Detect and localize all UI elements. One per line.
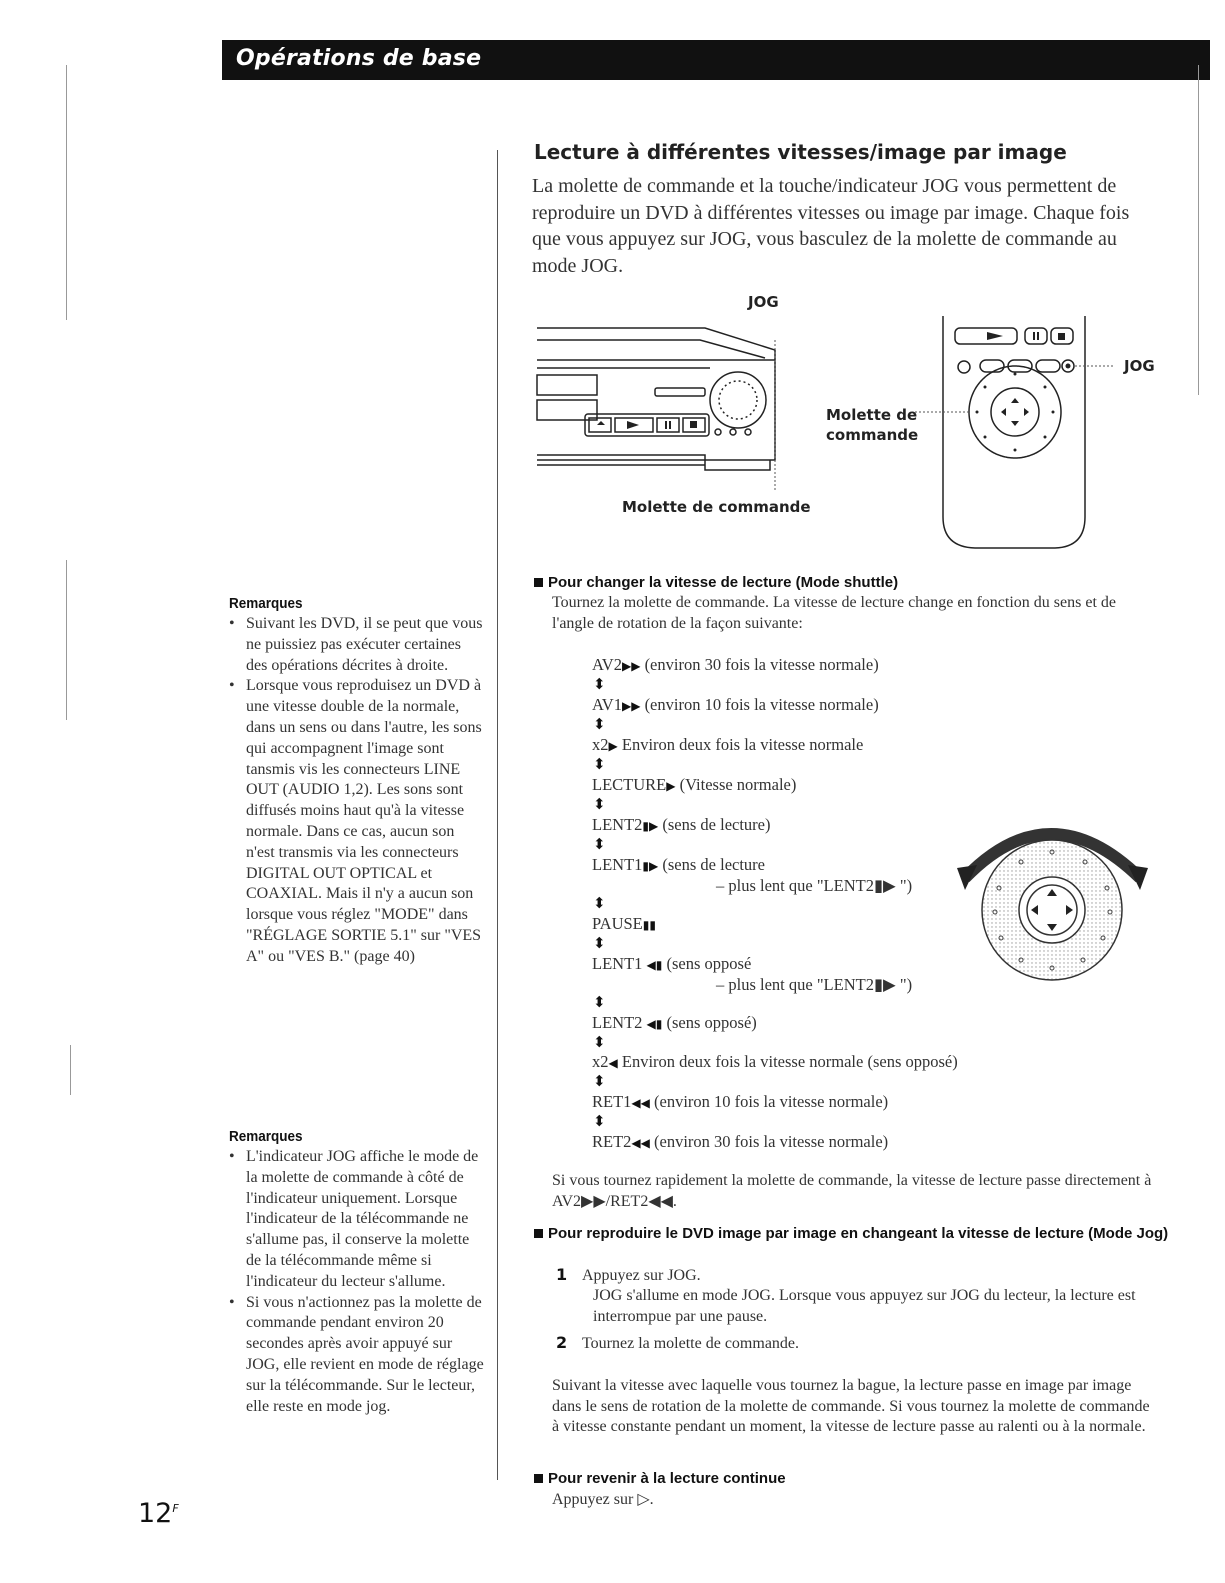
speed-item-lent2-forward: LENT2▮▶ (sens de lecture) [592, 815, 771, 834]
note-item: • Lorsque vous reproduisez un DVD à une vitesse double de la normale, dans un sens ou dans l'autre, les sons qui accompagnent l'image sont tansmis vis les connecteurs LINE OUT (AUDIO 1,2). Les sons sont diffusés moins haut qu'à la vitesse normale. Dans ce cas, aucun son n'est transmis via les connecteurs DIGITAL OUT OPTICAL et COAXIAL. Mais il n'y a aucun son lorsque vous réglez "MODE" dans "RÉGLAGE SORTIE 5.1" sur "VES A" ou "VES B." (page 40) [229, 676, 484, 967]
updown-arrow-icon: ⬍ [593, 1035, 606, 1051]
notes-title-2: Remarques [229, 1128, 303, 1145]
remote-dial-label-2: commande [826, 426, 919, 444]
notes-list-2 [229, 1147, 484, 1417]
dial-rotation-illustration [955, 810, 1150, 990]
margin-line [1198, 65, 1199, 395]
shuttle-heading: Pour changer la vitesse de lecture (Mode shuttle) [534, 574, 898, 591]
step-number: 1 [556, 1265, 568, 1284]
step-text: Tournez la molette de commande. [582, 1335, 800, 1352]
updown-arrow-icon: ⬍ [593, 995, 606, 1011]
page-number: $12^F$ [138, 1498, 179, 1529]
step-detail: JOG s'allume en mode JOG. Lorsque vous appuyez sur JOG du lecteur, la lecture est interrompue par une pause. [593, 1287, 1136, 1325]
margin-line [66, 560, 67, 720]
speed-item-av1: AV1▶▶ (environ 10 fois la vitesse normale) [592, 695, 879, 714]
step-text: Appuyez sur JOG. [582, 1267, 701, 1284]
updown-arrow-icon: ⬍ [593, 1074, 606, 1090]
note-item: • Si vous n'actionnez pas la molette de commande pendant environ 20 secondes après avoir appuyé sur JOG, elle revient en mode de réglage sur la télécommande. Sur le lecteur, elle reste en mode jog. [229, 1293, 484, 1418]
speed-item-x2-reverse: x2◀ Environ deux fois la vitesse normale (sens opposé) [592, 1052, 958, 1071]
speed-item-lent2-reverse: LENT2 ◀▮ (sens opposé) [592, 1013, 757, 1032]
updown-arrow-icon: ⬍ [593, 677, 606, 693]
jog-heading: Pour reproduire le DVD image par image en changeant la vitesse de lecture (Mode Jog) [534, 1225, 1168, 1242]
remote-dial-label-1: Molette de [826, 406, 918, 424]
speed-item-x2-forward: x2▶ Environ deux fois la vitesse normale [592, 735, 864, 754]
page-header-title: Opérations de base [236, 46, 482, 71]
step-number: 2 [556, 1333, 568, 1352]
updown-arrow-icon: ⬍ [593, 757, 606, 773]
intro-paragraph: La molette de commande et la touche/indicateur JOG vous permettent de reproduire un DVD à différentes vitesses ou image par image. Chaque fois que vous appuyez sur JOG, vous basculez de la molette de commande au mode JOG. [532, 175, 1130, 277]
notes-title-1: Remarques [229, 595, 303, 612]
speed-item-lent1-forward-note: – plus lent que "LENT2▮▶ ") [716, 876, 913, 895]
note-item: • L'indicateur JOG affiche le mode de la molette de commande à côté de l'indicateur uniquement. Lorsque l'indicateur de la télécommande ne s'allume pas, il conserve la molette de la télécommande même si l'indicateur du lecteur s'allume. [229, 1147, 484, 1293]
speed-item-lent1-reverse: LENT1 ◀▮ (sens opposé [592, 954, 752, 973]
shuttle-text: Tournez la molette de commande. La vitesse de lecture change en fonction du sens et de l'angle de rotation de la façon suivante: [552, 594, 1116, 632]
jog-label-player: JOG [748, 293, 779, 311]
dvd-player-illustration [535, 320, 785, 490]
margin-line [66, 65, 67, 320]
square-bullet-icon [534, 578, 543, 587]
square-bullet-icon [534, 1229, 543, 1238]
speed-item-lecture: LECTURE▶ (Vitesse normale) [592, 775, 797, 794]
notes-list-1 [229, 614, 484, 968]
square-bullet-icon [534, 1474, 543, 1483]
remote-control-illustration [905, 312, 1125, 552]
speed-item-ret2: RET2◀◀ (environ 30 fois la vitesse normale) [592, 1132, 889, 1151]
margin-line [70, 1045, 71, 1095]
player-dial-label: Molette de commande [622, 498, 811, 516]
jog-after-text: Suivant la vitesse avec laquelle vous tournez la bague, la lecture passe en image par image dans le sens de rotation de la molette de commande. Si vous tournez la molette de commande à vitesse constante pendant un moment, la vitesse de lecture passe au ralenti ou à la normale. [552, 1377, 1150, 1435]
updown-arrow-icon: ⬍ [593, 1114, 606, 1130]
updown-arrow-icon: ⬍ [593, 717, 606, 733]
updown-arrow-icon: ⬍ [593, 896, 606, 912]
speed-item-lent1-forward: LENT1▮▶ (sens de lecture [592, 855, 765, 874]
updown-arrow-icon: ⬍ [593, 936, 606, 952]
column-divider [497, 150, 498, 1480]
shuttle-after-text: Si vous tournez rapidement la molette de commande, la vitesse de lecture passe directement à AV2▶▶/RET2◀◀. [552, 1172, 1152, 1210]
updown-arrow-icon: ⬍ [593, 837, 606, 853]
resume-text: Appuyez sur ▷. [552, 1491, 654, 1508]
speed-item-av2: AV2▶▶ (environ 30 fois la vitesse normale) [592, 655, 879, 674]
speed-item-pause: PAUSE▮▮ [592, 914, 656, 933]
resume-heading: Pour revenir à la lecture continue [534, 1470, 786, 1487]
jog-label-remote: JOG [1124, 357, 1155, 375]
speed-item-lent1-reverse-note: – plus lent que "LENT2▮▶ ") [716, 975, 913, 994]
section-title: Lecture à différentes vitesses/image par image [534, 140, 1067, 164]
speed-item-ret1: RET1◀◀ (environ 10 fois la vitesse normale) [592, 1092, 889, 1111]
updown-arrow-icon: ⬍ [593, 797, 606, 813]
note-item: • Suivant les DVD, il se peut que vous ne puissiez pas exécuter certaines des opérations décrites à droite. [229, 614, 484, 676]
